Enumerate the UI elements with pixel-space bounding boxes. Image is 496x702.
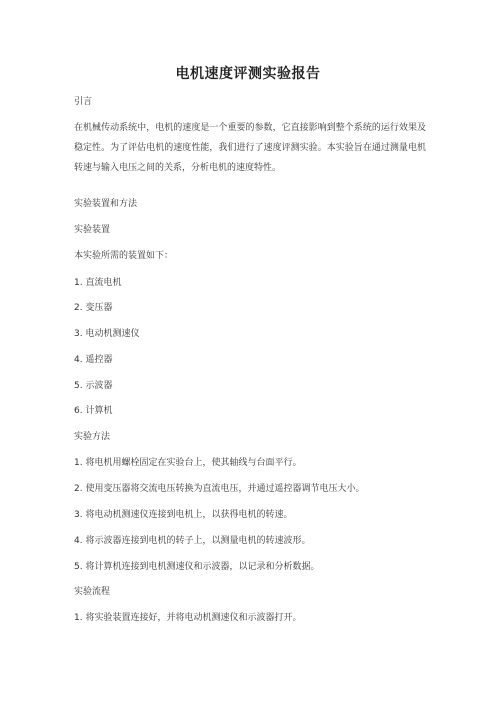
- apparatus-list-item: 6. 计算机: [74, 406, 113, 416]
- method-list-item: 5. 将计算机连接到电机测速仪和示波器，以记录和分析数据。: [74, 562, 320, 572]
- apparatus-list-item: 4. 遥控器: [74, 355, 113, 365]
- procedure-list-item: 1. 将实验装置连接好，并将电动机测速仪和示波器打开。: [74, 613, 302, 623]
- section-heading-setup: 实验装置和方法: [74, 199, 138, 209]
- method-list-item: 4. 将示波器连接到电机的转子上，以测量电机的转速波形。: [74, 536, 311, 546]
- document-title: 电机速度评测实验报告: [175, 66, 321, 82]
- apparatus-list-item: 3. 电动机测速仪: [74, 329, 140, 339]
- section-heading-procedure: 实验流程: [74, 587, 111, 597]
- method-list-item: 2. 使用变压器将交流电压转换为直流电压，并通过遥控器调节电压大小。: [74, 484, 365, 494]
- section-heading-method: 实验方法: [74, 432, 111, 442]
- apparatus-intro: 本实验所需的装置如下：: [74, 251, 174, 261]
- apparatus-list-item: 2. 变压器: [74, 303, 113, 313]
- section-heading-apparatus: 实验装置: [74, 225, 111, 235]
- method-list-item: 1. 将电机用螺栓固定在实验台上，使其轴线与台面平行。: [74, 458, 302, 468]
- section-heading-intro: 引言: [74, 97, 93, 107]
- apparatus-list-item: 1. 直流电机: [74, 278, 122, 288]
- apparatus-list-item: 5. 示波器: [74, 381, 113, 391]
- method-list-item: 3. 将电动机测速仪连接到电机上，以获得电机的转速。: [74, 510, 293, 520]
- intro-paragraph: 在机械传动系统中，电机的速度是一个重要的参数，它直接影响到整个系统的运行效果及稳定性。为了评估电机的速度性能，我们进行了速度评测实验。本实验旨在通过测量电机转速与输入电压之间的关系，分析电机的速度特性。: [74, 123, 426, 173]
